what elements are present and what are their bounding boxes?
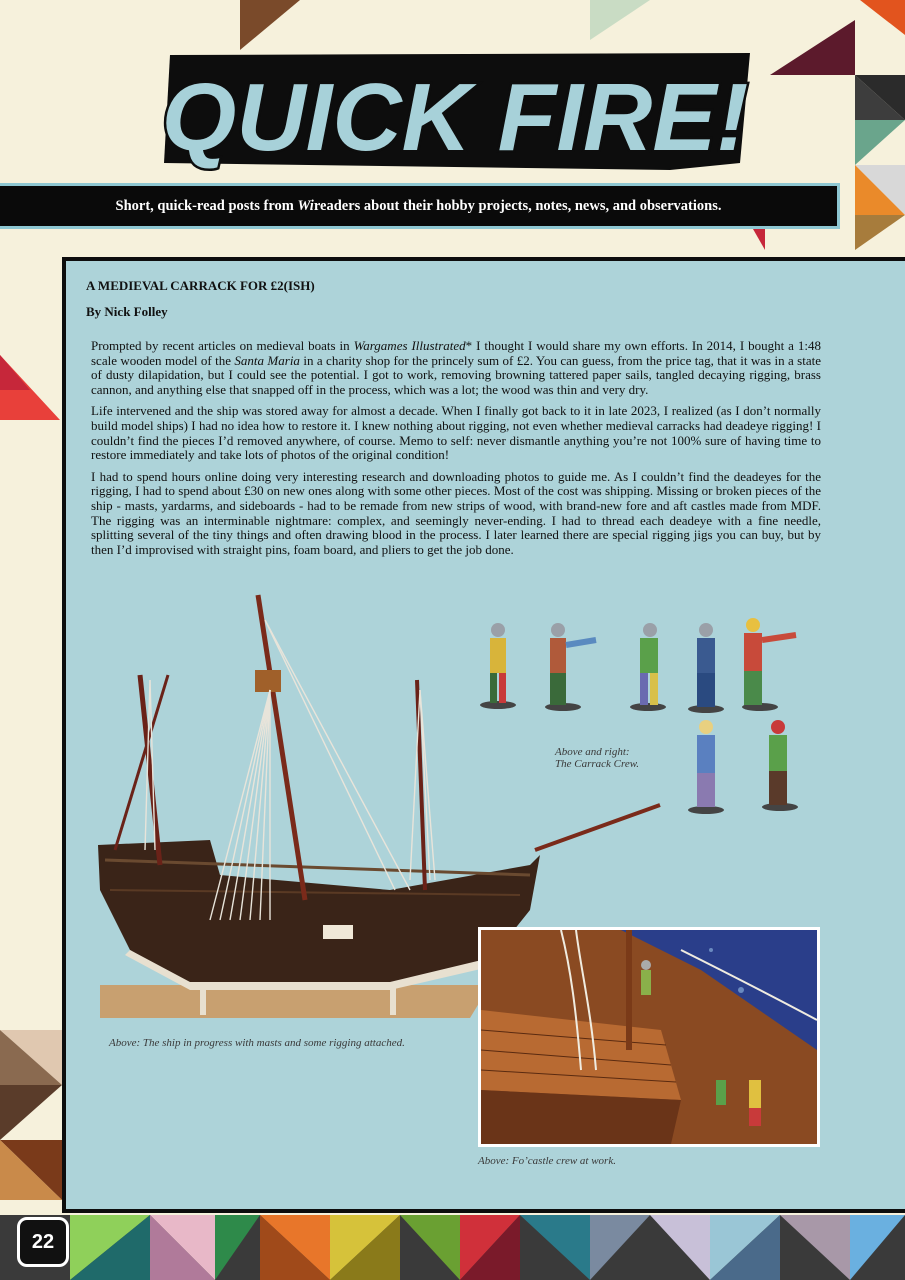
ship-caption: Above: The ship in progress with masts and some rigging attached. <box>109 1037 405 1049</box>
banner-title: QUICK FIRE! <box>161 64 749 171</box>
article-byline: By Nick Folley <box>86 304 168 319</box>
crew-figures-image <box>478 615 808 820</box>
subtitle-bar <box>0 183 840 229</box>
focastle-photo <box>478 927 820 1147</box>
article-headline: A MEDIEVAL CARRACK FOR £2(ISH) <box>86 278 315 293</box>
figure-group <box>480 618 798 814</box>
subtitle-pre: Short, quick-read posts from <box>115 197 294 214</box>
paragraph-3: I had to spend hours online doing very interesting research and downloading photos to guide me. As I couldn’t find the deadeyes for the rigging, I had to spend about £30 on new ones along with some other pieces. Most of the cost was shipping. Missing or broken pieces of the ship - masts, yardarms, and sideboards - had to be remade from new strips of wood, with brand-new fore and aft castles made from MDF. The rigging was an interminable nightmare: complex, and seemingly never-ending. I had to thread each deadeye with a fine needle, splitting several of the tiny things and often drawing blood in the process. I later learned there are special rigging jigs you can buy, but by then I’d improvised with straight pins, foam board, and pliers to get the job done. <box>91 468 821 557</box>
subtitle-post: readers about their hobby projects, notes, news, and observations. <box>313 197 722 214</box>
article-body <box>91 339 821 564</box>
paragraph-1: Prompted by recent articles on medieval boats in Wargames Illustrated* I thought I would share my own efforts. In 2014, I bought a 1:48 scale wooden model of the Santa Maria in a charity shop for the princely sum of £2. You can guess, from the price tag, that it was in a state of dusty dilapidation, but I could see the potential. I got to work, removing browning tattered paper sails, tangled decaying rigging, brass cannon, and anything else that snapped off in the process, which was a lot; the wood was thin and very dry. <box>91 338 821 397</box>
crew-caption: Above and right: The Carrack Crew. <box>555 746 640 770</box>
paragraph-2: Life intervened and the ship was stored away for almost a decade. When I finally got back to it in late 2023, I realized (as I don’t normally build model ships) I had no idea how to restore it. I knew nothing about rigging, not even whether medieval carracks had deadeye rigging! I couldn’t find the pieces I’d removed anywhere, of course. Memo to self: never dismantle anything you’re not 100% sure of having time to restore immediately and take lots of photos of the original condition! <box>91 403 821 463</box>
quick-fire-banner <box>150 45 770 185</box>
page-number: 22 <box>17 1217 69 1267</box>
subtitle-italic: Wi <box>297 197 314 214</box>
focastle-caption: Above: Fo’castle crew at work. <box>478 1155 616 1167</box>
